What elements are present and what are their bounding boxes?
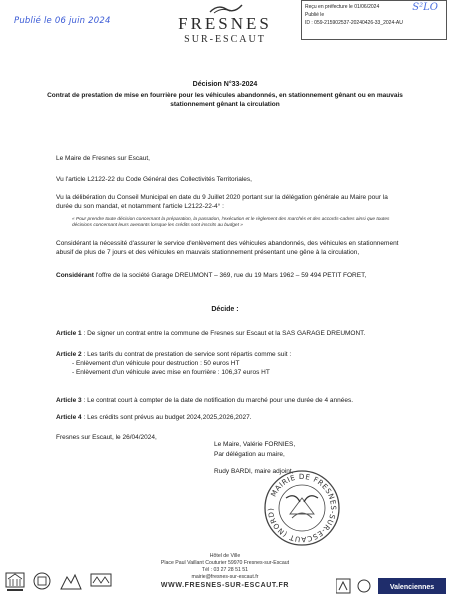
unesco-heritage-icon	[4, 571, 26, 595]
handwritten-publication-note: Publié le 06 juin 2024	[14, 16, 111, 26]
considerant-text: l'offre de la société Garage DREUMONT – 369, rue du 19 Mars 1962 – 59 494 PETIT FORET,	[93, 272, 367, 279]
decision-title-block	[40, 81, 410, 109]
article-text: : Le contrat court à compter de la date de notification du marché pour une durée de 4 années.	[81, 397, 354, 404]
right-badges	[336, 576, 446, 596]
footer-title: Hôtel de Ville	[209, 553, 241, 559]
footer-phone: Tél : 03 27 28 51 51	[201, 567, 249, 573]
article-label: Article 3	[56, 397, 82, 404]
seal-text: MAIRIE DE FRESNES-SUR-ESCAUT (NORD)	[265, 471, 339, 545]
article-4	[56, 413, 396, 422]
mayor-intro: Le Maire de Fresnes sur Escaut,	[56, 155, 150, 162]
mayor-name: Le Maire, Valérie FORNIES,	[214, 441, 296, 448]
article-text: : Les tarifs du contrat de prestation de service sont répartis comme suit :	[81, 351, 292, 358]
mining-basin-logo-icon	[58, 571, 84, 593]
town-name: FRESNES	[178, 14, 272, 33]
signatory-name: Rudy BARDI, maire adjoint,	[214, 468, 294, 475]
place-date: Fresnes sur Escaut, le 26/04/2024,	[56, 434, 157, 441]
footer-address: Place Paul Vaillant Couturier 59970 Fresnes-sur-Escaut	[160, 560, 290, 566]
article-3	[56, 396, 396, 405]
article-1	[56, 329, 396, 338]
tariff-item: - Enlèvement d'un véhicule pour destruction : 50 euros HT	[72, 360, 240, 367]
receipt-signature: S²LO	[412, 2, 438, 13]
decision-number: Décision N°33-2024	[192, 81, 258, 88]
footer-email: mairie@fresnes-sur-escaut.fr	[191, 574, 259, 580]
article-text: : Les crédits sont prévus au budget 2024,2025,2026,2027.	[81, 414, 252, 421]
decide-heading: Décide :	[211, 306, 239, 313]
footer-website: WWW.FRESNES-SUR-ESCAUT.FR	[160, 582, 290, 589]
receipt-line: Reçu en préfecture le 01/06/2024	[305, 4, 380, 10]
considerant-lead: Considérant	[56, 272, 94, 279]
article-2	[56, 350, 396, 377]
receipt-line: Publié le	[305, 12, 325, 18]
valenciennes-badge: Valenciennes	[389, 584, 435, 591]
decision-subject: Contrat de prestation de mise en fourrière pour les véhicules abandonnés, en stationnement gênant ou en mauvais stationnement gênant la circulation	[47, 92, 403, 108]
considerant-paragraph-2	[56, 271, 406, 280]
ville-label-icon	[90, 571, 112, 591]
receipt-id: ID : 059-215902537-20240426-33_2024-AU	[305, 20, 403, 26]
article-label: Article 4	[56, 414, 82, 421]
municipal-seal-icon	[262, 468, 342, 548]
article-label: Article 1	[56, 330, 82, 337]
considerant-paragraph-1: Considérant la nécessité d'assurer le service d'enlèvement des véhicules abandonnés, des véhicules en stationnement abusif de plus de 7 jours et des véhicules en mauvais stationnement présentant une gêne à la circulation,	[56, 240, 399, 256]
partner-logos-icon	[336, 576, 446, 596]
article-label: Article 2	[56, 351, 82, 358]
vu-paragraph-2: Vu la délibération du Conseil Municipal en date du 9 Juillet 2020 portant sur la délégation générale au Maire pour la durée du son mandat, et notamment l'article L2122-22-4° :	[56, 194, 388, 210]
town-subname: SUR-ESCAUT	[184, 34, 266, 45]
town-logo-icon	[206, 2, 246, 14]
world-heritage-icon	[32, 571, 52, 593]
tariff-item: - Enlèvement d'un véhicule avec mise en fourrière : 106,37 euros HT	[72, 369, 270, 376]
prefecture-receipt-stamp	[301, 0, 447, 40]
delegation-line: Par délégation au maire,	[214, 451, 285, 458]
delegation-quote: « Pour prendre toute décision concernant la préparation, la passation, l'exécution et le règlement des marchés et des accords-cadres ainsi que toutes décisions concernant leurs avenants lorsque les crédits sont inscrits au budget »	[72, 217, 390, 228]
svg-text:MAIRIE DE FRESNES-SUR-ESCAUT (	[266, 472, 338, 544]
vu-paragraph-1: Vu l'article L2122-22 du Code Général des Collectivités Territoriales,	[56, 176, 252, 183]
article-text: : De signer un contrat entre la commune de Fresnes sur Escaut et la SAS GARAGE DREUMONT.	[81, 330, 366, 337]
